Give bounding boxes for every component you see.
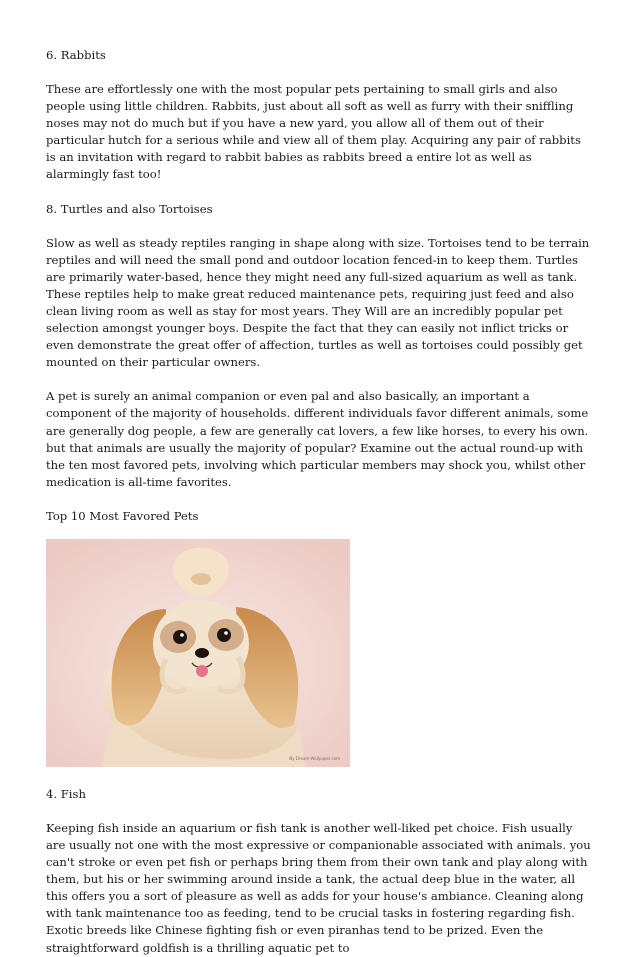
photo-credit: By Dream-Wallpaper.com [289, 755, 340, 761]
section-paragraph-intro: A pet is surely an animal companion or even pal and also basically, an important a component of the majority of households. different individuals favor different animals, some are generally dog people, a few are generally cat lovers, a few like horses, to every his own. but that animals are usually the majority of popular? Examine out the actual round-up with the ten most favored pets, involving which particular members may shock you, whilst other medication is all-time favorites. [46, 389, 589, 489]
section-paragraph-rabbits: These are effortlessly one with the most popular pets pertaining to small girls and also people using little children. Rabbits, just about all soft as well as furry with their sniffling noses may not do much but if you have a new yard, you allow all of them out of their particular hutch for a serious while and view all of them play. Acquiring any pair of rabbits is an invitation with regard to rabbit babies as rabbits breed a entire lot as well as alarmingly fast too! [46, 82, 581, 182]
section-paragraph-fish: Keeping fish inside an aquarium or fish tank is another well-liked pet choice. Fish usually are usually not one with the most expressive or companionable associated with animals. you can't stroke or even pet fish or perhaps bring them from their own tank and play along with them, but his or her swimming around inside a tank, the actual deep blue in the water, all this offers you a sort of pleasure as well as adds for your house's ambiance. Cleaning along with tank maintenance too as feeding, tend to be crucial tasks in fostering regarding fish. Exotic breeds like Chinese fighting fish or even piranhas tend to be prized. Even the straightforward goldfish is a thrilling aquatic pet to [46, 820, 591, 955]
dog-illustration [46, 539, 350, 767]
image-heading: Top 10 Most Favored Pets [46, 508, 199, 523]
section-heading-turtles: 8. Turtles and also Tortoises [46, 201, 213, 216]
section-paragraph-turtles: Slow as well as steady reptiles ranging in shape along with size. Tortoises tend to be terrain reptiles and will need the small pond and outdoor location fenced-in to keep them. Turtles are primarily water-based, hence they might need any full-sized aquarium as well as tank. These reptiles help to make great reduced maintenance pets, requiring just feed and also clean living room as well as stay for most years. They Will are an incredibly popular pet selection amongst younger boys. Despite the fact that they can easily not inflict tricks or even demonstrate the great offer of affection, turtles as well as tortoises could possibly get mounted on their particular owners. [46, 235, 590, 370]
shih-tzu-dog-photo [46, 539, 350, 767]
document-page [46, 47, 594, 957]
section-heading-fish: 4. Fish [46, 786, 86, 801]
section-heading-rabbits: 6. Rabbits [46, 48, 106, 62]
